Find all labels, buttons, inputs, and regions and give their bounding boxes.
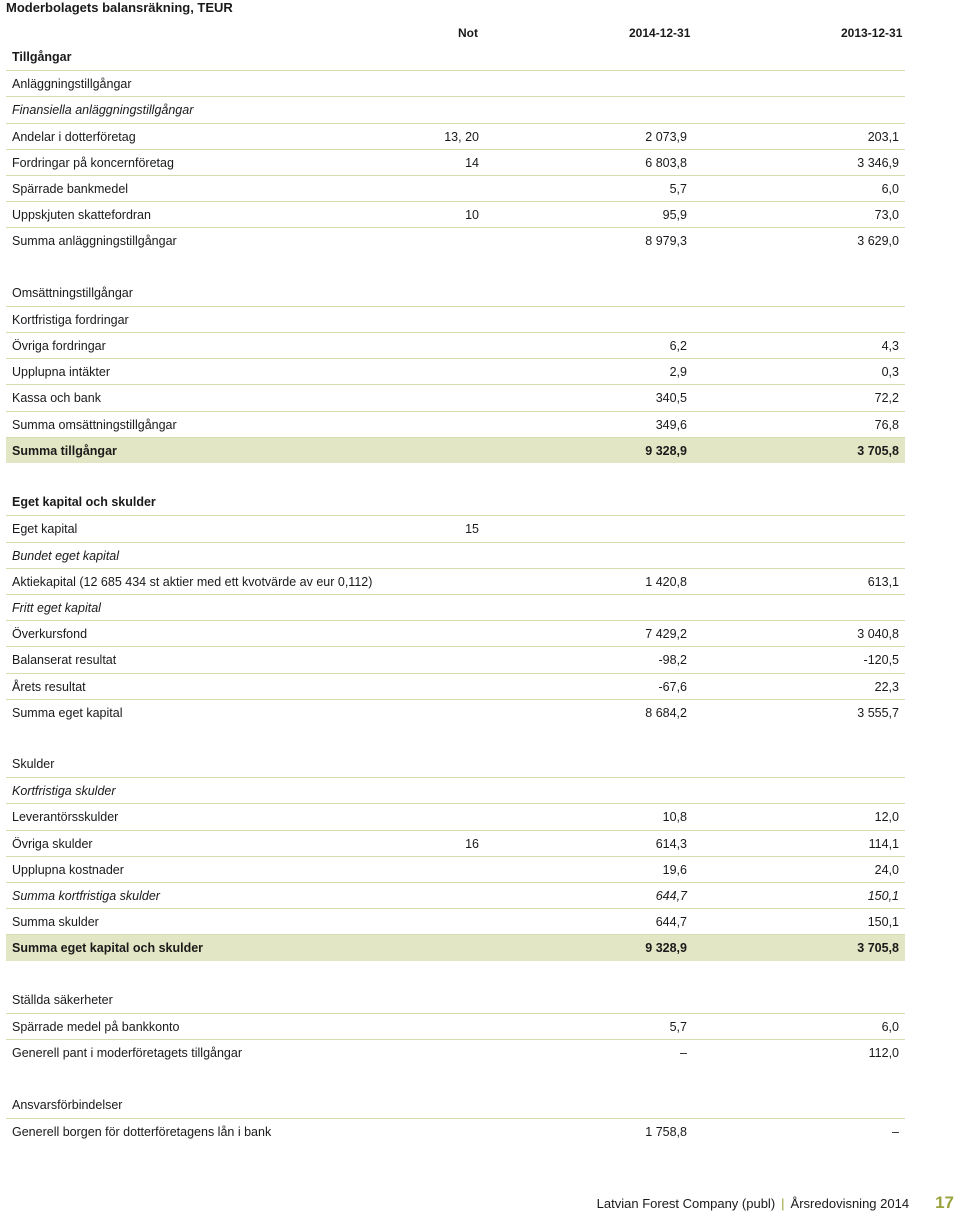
row-label: Summa skulder — [12, 915, 99, 930]
row-value-2014: 644,7 — [655, 915, 687, 930]
table-row — [6, 934, 905, 960]
row-label: Fritt eget kapital — [12, 600, 101, 615]
row-value-2013: 6,0 — [881, 181, 899, 196]
row-value-2014: -67,6 — [658, 679, 687, 694]
row-label: Generell borgen för dotterföretagens lån i bank — [12, 1124, 272, 1139]
table-row — [6, 673, 905, 699]
row-label: Ansvarsförbindelser — [12, 1097, 123, 1112]
table-row — [6, 542, 905, 568]
balance-sheet-table — [6, 44, 905, 1144]
row-label: Summa eget kapital och skulder — [12, 941, 204, 956]
row-label: Ställda säkerheter — [12, 992, 113, 1007]
row-value-2013: 112,0 — [868, 1046, 899, 1061]
row-label: Summa omsättningstillgångar — [12, 417, 177, 432]
row-label: Leverantörsskulder — [12, 810, 119, 825]
column-header-2014: 2014-12-31 — [629, 26, 691, 40]
row-label: Spärrade medel på bankkonto — [12, 1019, 180, 1034]
row-label: Årets resultat — [12, 679, 86, 694]
table-row — [6, 568, 905, 594]
row-value-2014: 9 328,9 — [645, 443, 687, 458]
row-value-2013: 3 705,8 — [857, 941, 899, 956]
row-value-2013: 73,0 — [874, 208, 899, 223]
table-row — [6, 777, 905, 803]
row-label: Övriga fordringar — [12, 339, 106, 354]
table-row — [6, 489, 905, 515]
row-value-2014: 340,5 — [655, 391, 687, 406]
row-label: Finansiella anläggningstillgångar — [12, 103, 194, 118]
footer-company: Latvian Forest Company (publ) — [596, 1196, 776, 1211]
table-row — [6, 699, 905, 725]
row-label: Spärrade bankmedel — [12, 181, 129, 196]
row-note: 14 — [465, 155, 479, 170]
table-row — [6, 70, 905, 96]
row-label: Övriga skulder — [12, 836, 93, 851]
table-row — [6, 803, 905, 829]
row-value-2013: 203,1 — [867, 129, 899, 144]
row-value-2014: 8 684,2 — [645, 705, 687, 720]
table-row — [6, 856, 905, 882]
row-note: 16 — [465, 836, 479, 851]
row-value-2013: 24,0 — [874, 862, 899, 877]
row-spacer — [6, 961, 905, 987]
row-label: Andelar i dotterföretag — [12, 129, 136, 144]
row-spacer — [6, 254, 905, 280]
row-value-2013: 72,2 — [874, 391, 899, 406]
row-label: Summa eget kapital — [12, 705, 123, 720]
row-label: Aktiekapital (12 685 434 st aktier med ett kvotvärde av eur 0,112) — [12, 574, 373, 589]
row-label: Bundet eget kapital — [12, 548, 120, 563]
row-value-2014: 2 073,9 — [645, 129, 687, 144]
row-value-2013: 3 346,9 — [857, 155, 899, 170]
row-value-2014: – — [680, 1046, 687, 1061]
table-row — [6, 1039, 905, 1065]
row-note: 10 — [465, 208, 479, 223]
column-header-note: Not — [458, 26, 478, 40]
table-row — [6, 96, 905, 122]
row-value-2013: 6,0 — [881, 1019, 899, 1034]
row-label: Summa tillgångar — [12, 443, 117, 458]
row-label: Eget kapital och skulder — [12, 495, 156, 510]
row-value-2013: 22,3 — [874, 679, 899, 694]
row-value-2014: 8 979,3 — [645, 234, 687, 249]
table-row — [6, 358, 905, 384]
table-row — [6, 1118, 905, 1144]
row-value-2013: 150,1 — [867, 915, 899, 930]
row-label: Summa kortfristiga skulder — [12, 889, 160, 903]
row-label: Anläggningstillgångar — [12, 77, 132, 92]
row-spacer — [6, 1065, 905, 1091]
row-value-2014: 10,8 — [662, 810, 687, 825]
table-row — [6, 751, 905, 777]
row-label: Kortfristiga skulder — [12, 784, 116, 799]
table-row — [6, 620, 905, 646]
row-value-2013: 76,8 — [874, 417, 899, 432]
row-label: Skulder — [12, 757, 55, 772]
table-row — [6, 44, 905, 70]
row-value-2013: 12,0 — [874, 810, 899, 825]
row-spacer — [6, 463, 905, 489]
table-row — [6, 908, 905, 934]
row-label: Tillgångar — [12, 50, 72, 64]
row-value-2014: 2,9 — [669, 365, 687, 380]
row-label: Upplupna intäkter — [12, 365, 110, 380]
row-label: Fordringar på koncernföretag — [12, 155, 174, 170]
row-label: Kassa och bank — [12, 391, 101, 406]
row-label: Överkursfond — [12, 627, 88, 642]
table-row — [6, 1013, 905, 1039]
row-spacer — [6, 725, 905, 751]
table-row — [6, 175, 905, 201]
row-value-2014: 19,6 — [662, 862, 687, 877]
row-value-2014: 5,7 — [669, 1019, 687, 1034]
table-row — [6, 123, 905, 149]
page-title: Moderbolagets balansräkning, TEUR — [6, 0, 233, 15]
row-label: Balanserat resultat — [12, 653, 117, 668]
row-value-2013: 613,1 — [867, 574, 899, 589]
row-value-2013: -120,5 — [863, 653, 899, 668]
row-value-2014: 1 420,8 — [645, 574, 687, 589]
page-number: 17 — [935, 1193, 954, 1212]
table-row — [6, 987, 905, 1013]
row-value-2014: 1 758,8 — [645, 1124, 687, 1139]
row-label: Omsättningstillgångar — [12, 285, 133, 300]
row-label: Summa anläggningstillgångar — [12, 234, 177, 249]
footer-separator: | — [781, 1196, 785, 1211]
row-value-2014: 6 803,8 — [645, 155, 687, 170]
row-value-2013: 0,3 — [881, 365, 899, 380]
row-value-2013: 3 705,8 — [857, 443, 899, 458]
row-note: 15 — [465, 522, 479, 537]
row-value-2013: 150,1 — [867, 889, 899, 903]
table-row — [6, 646, 905, 672]
row-value-2014: -98,2 — [658, 653, 687, 668]
table-row — [6, 149, 905, 175]
table-row — [6, 306, 905, 332]
table-row — [6, 882, 905, 908]
row-value-2013: 3 555,7 — [857, 705, 899, 720]
row-label: Eget kapital — [12, 522, 78, 537]
row-value-2013: 114,1 — [868, 836, 899, 851]
column-header-2013: 2013-12-31 — [841, 26, 903, 40]
row-value-2014: 614,3 — [655, 836, 687, 851]
table-row — [6, 515, 905, 541]
table-row — [6, 594, 905, 620]
row-label: Kortfristiga fordringar — [12, 312, 129, 327]
table-row — [6, 227, 905, 253]
row-value-2014: 644,7 — [655, 889, 687, 903]
table-row — [6, 437, 905, 463]
row-value-2014: 7 429,2 — [645, 627, 687, 642]
row-value-2014: 9 328,9 — [645, 941, 687, 956]
row-label: Uppskjuten skattefordran — [12, 208, 151, 223]
footer-report: Årsredovisning 2014 — [790, 1196, 910, 1211]
page-footer — [597, 1192, 954, 1214]
table-row — [6, 830, 905, 856]
row-value-2013: 3 629,0 — [857, 234, 899, 249]
table-row — [6, 411, 905, 437]
row-label: Upplupna kostnader — [12, 862, 124, 877]
row-value-2013: 4,3 — [881, 339, 899, 354]
row-note: 13, 20 — [444, 129, 479, 144]
table-row — [6, 280, 905, 306]
row-value-2013: – — [892, 1124, 899, 1139]
table-row — [6, 332, 905, 358]
row-value-2014: 349,6 — [655, 417, 687, 432]
table-row — [6, 384, 905, 410]
row-value-2014: 95,9 — [662, 208, 687, 223]
table-row — [6, 201, 905, 227]
row-value-2014: 5,7 — [669, 181, 687, 196]
row-value-2014: 6,2 — [669, 339, 687, 354]
row-value-2013: 3 040,8 — [857, 627, 899, 642]
table-row — [6, 1092, 905, 1118]
row-label: Generell pant i moderföretagets tillgångar — [12, 1046, 242, 1061]
